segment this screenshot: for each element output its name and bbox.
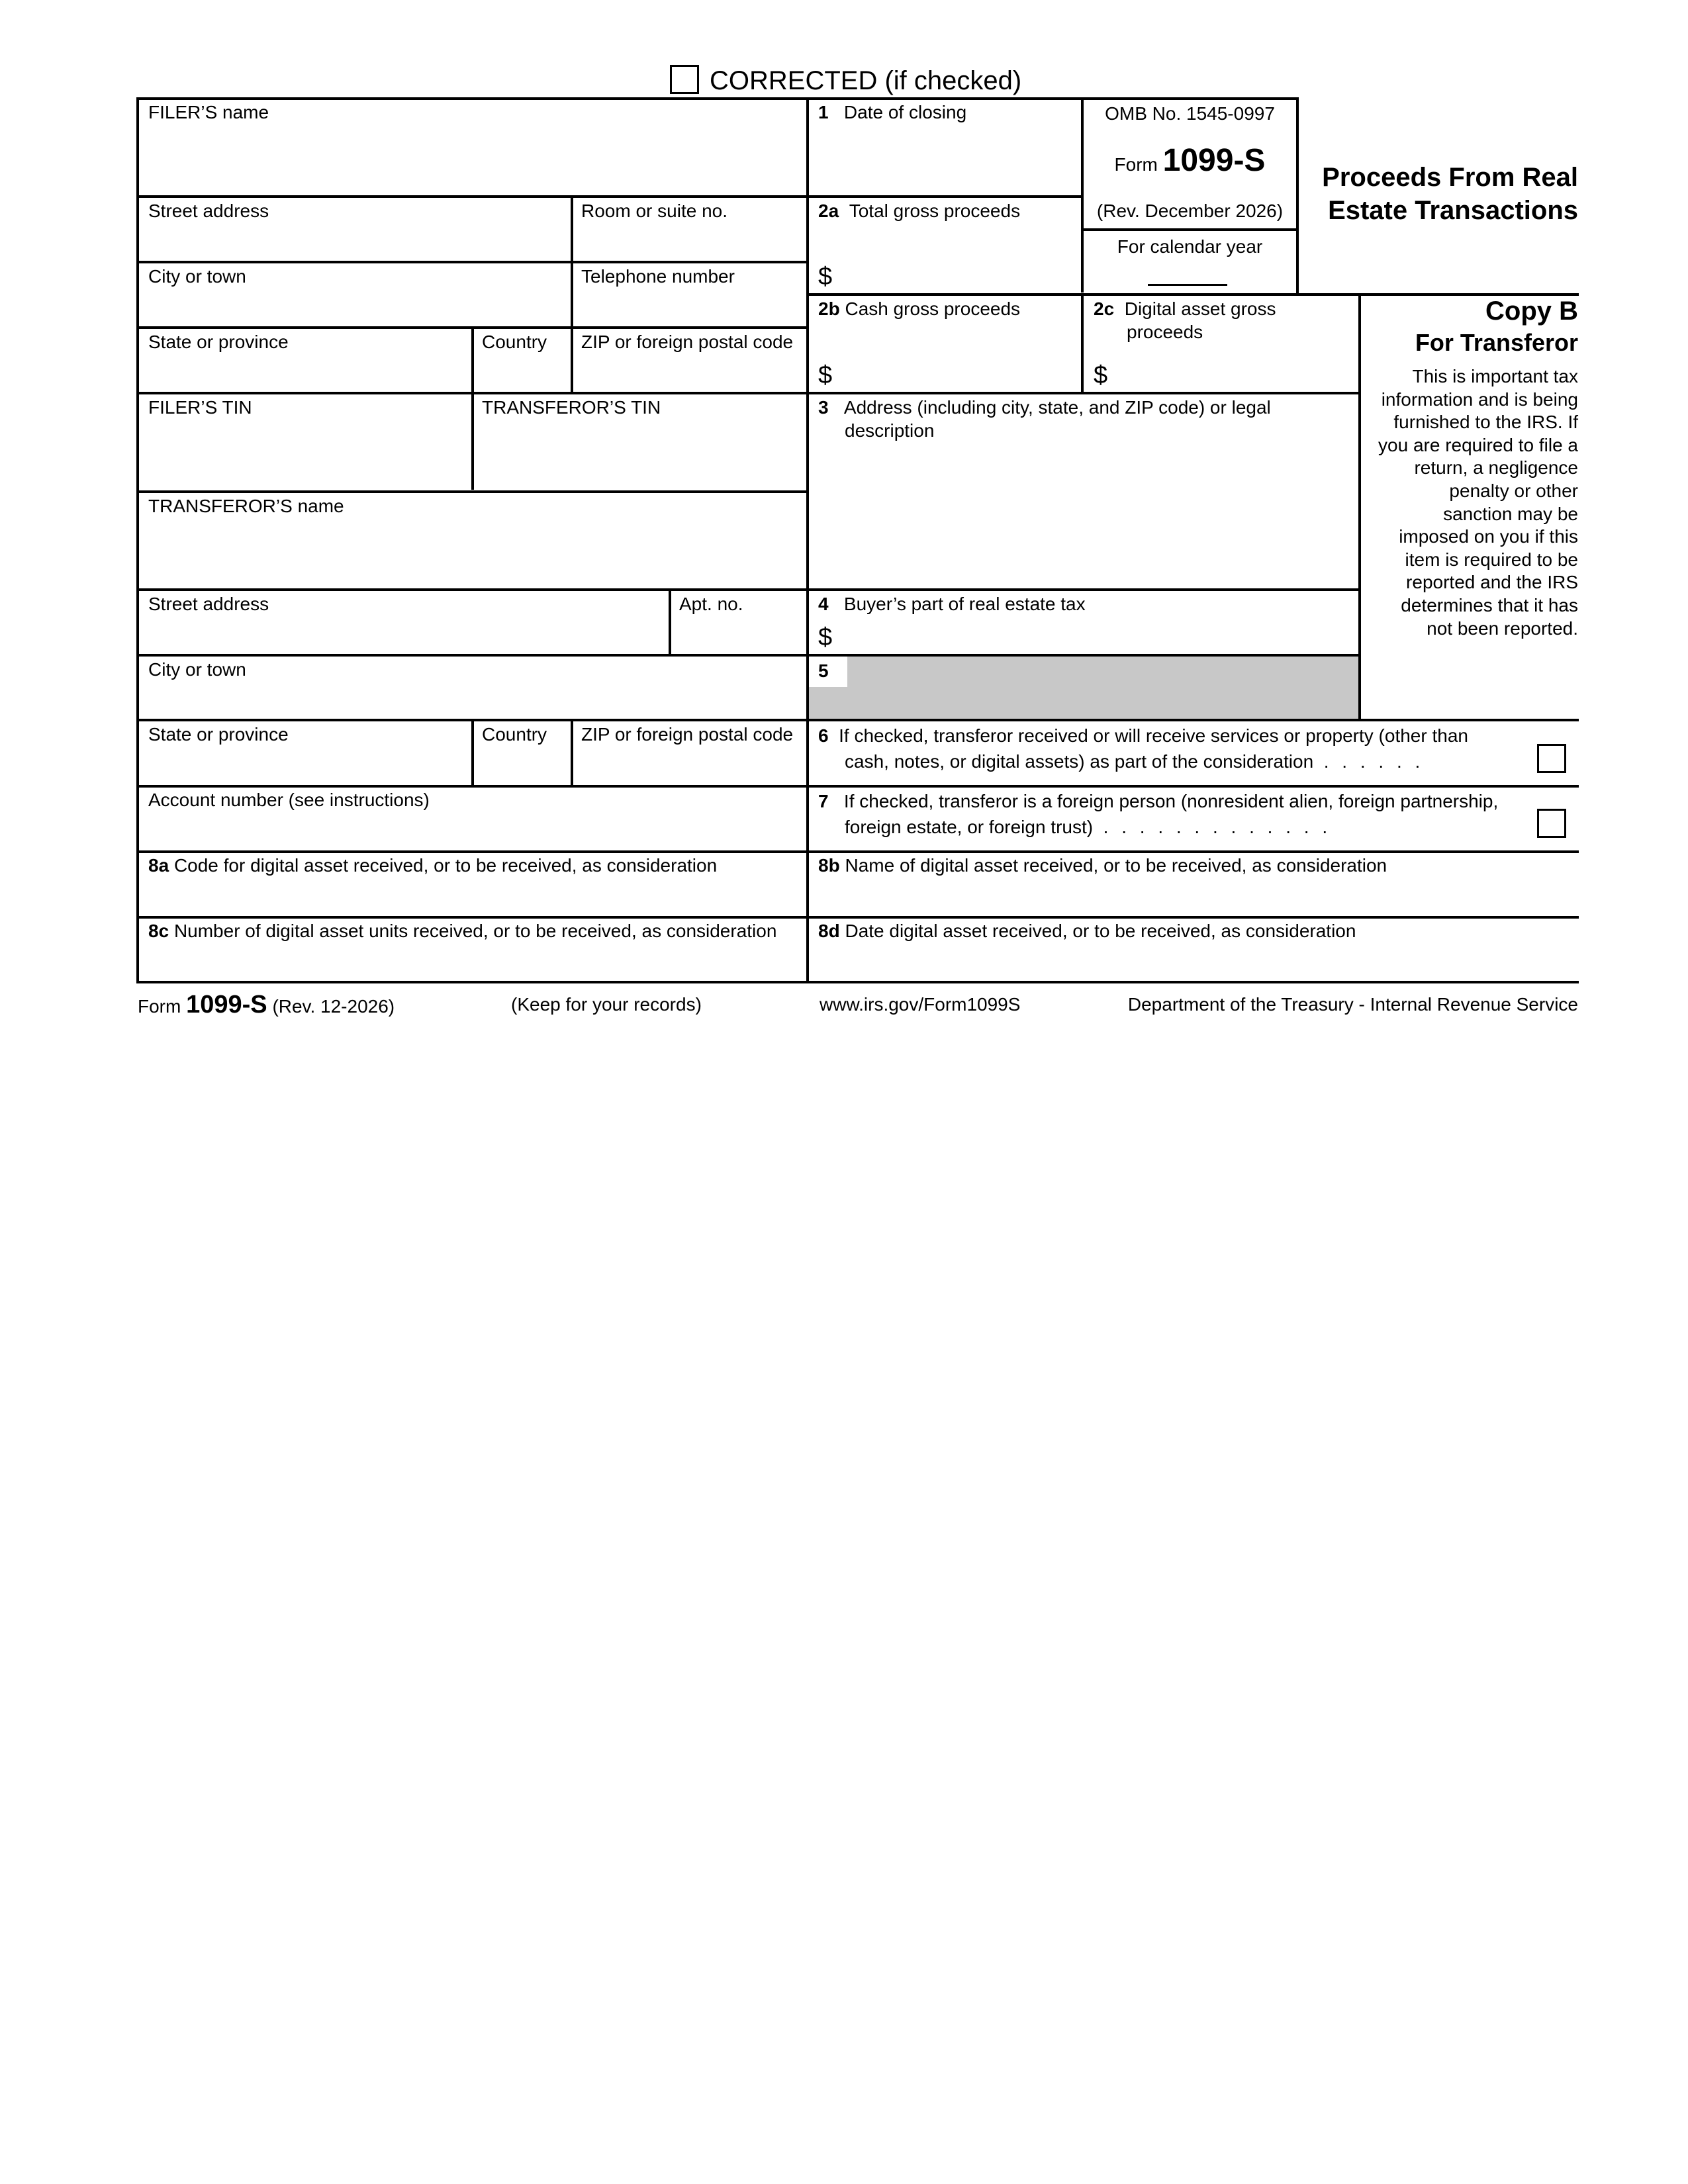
box7-checkbox[interactable] xyxy=(1537,809,1566,838)
copy-notice xyxy=(1353,365,1578,640)
copy-notice-line: return, a negligence xyxy=(1414,457,1578,478)
box1-label xyxy=(818,101,966,124)
box6-number: 6 xyxy=(818,725,829,746)
form-rev: (Rev. December 2026) xyxy=(1096,201,1284,221)
box7-text-1: If checked, transferor is a foreign person (nonresident alien, foreign partnership, xyxy=(843,791,1499,811)
box4-text: Buyer’s part of real estate tax xyxy=(843,594,1086,614)
calendar-year-line[interactable] xyxy=(1148,284,1227,286)
box3-text-1: Address (including city, state, and ZIP code) or legal xyxy=(843,397,1271,418)
box5-shaded-lower xyxy=(809,687,849,719)
rule-3 xyxy=(808,293,1579,296)
filer-tin-label: FILER’S TIN xyxy=(148,397,252,418)
box8d-text: Date digital asset received, or to be received, as consideration xyxy=(845,921,1356,941)
box8a-text: Code for digital asset received, or to be received, as consideration xyxy=(173,855,718,876)
filer-city-label: City or town xyxy=(148,266,246,287)
box3-label xyxy=(818,396,1271,419)
form-number: 1099-S xyxy=(1162,143,1266,178)
box7-text-2-row xyxy=(845,815,1331,839)
rule-bottom xyxy=(136,981,1579,983)
box7-label xyxy=(818,790,1498,813)
copy-notice-line: imposed on you if this xyxy=(1399,526,1578,547)
footer-form-prefix: Form xyxy=(138,996,181,1017)
footer-url: www.irs.gov/Form1099S xyxy=(820,994,1021,1015)
box2c-number: 2c xyxy=(1094,298,1115,319)
box2b-text: Cash gross proceeds xyxy=(845,298,1021,319)
transferor-tin-label: TRANSFEROR’S TIN xyxy=(482,397,661,418)
box7-leader: . . . . . . . . . . . . . xyxy=(1103,817,1332,837)
form-id xyxy=(1081,142,1299,183)
filer-zip-label: ZIP or foreign postal code xyxy=(581,332,794,352)
box1-text: Date of closing xyxy=(843,102,967,122)
filer-room-label: Room or suite no. xyxy=(581,201,727,221)
footer-form-id xyxy=(138,990,395,1021)
transferor-street-label: Street address xyxy=(148,594,269,614)
box8c-number: 8c xyxy=(148,921,169,941)
rule-5 xyxy=(136,490,809,493)
box2c-dollar: $ xyxy=(1094,361,1108,389)
rule-col-omb-right xyxy=(1296,97,1299,293)
box8a-label xyxy=(148,854,717,877)
box8d-label xyxy=(818,919,1356,942)
corrected-checkbox[interactable] xyxy=(670,65,699,94)
rule-center xyxy=(806,97,809,983)
rule-state1-country xyxy=(471,326,474,490)
box2a-label xyxy=(818,199,1020,222)
copy-notice-line: furnished to the IRS. If xyxy=(1393,412,1578,433)
box8b-text: Name of digital asset received, or to be received, as consideration xyxy=(845,855,1387,876)
filer-street-label: Street address xyxy=(148,201,269,221)
footer-dept: Department of the Treasury - Internal Revenue Service xyxy=(1127,994,1578,1015)
rule-10 xyxy=(136,850,1579,853)
rule-state2-zip xyxy=(571,719,573,785)
box2c-text-1: Digital asset gross xyxy=(1124,298,1276,319)
copy-notice-line: not been reported. xyxy=(1427,617,1578,639)
box3-text-2: description xyxy=(845,420,935,441)
rule-top-main xyxy=(136,97,1299,100)
box6-checkbox[interactable] xyxy=(1537,744,1566,773)
rule-form-rev xyxy=(1081,228,1299,231)
box4-label xyxy=(818,592,1086,615)
transferor-name-label: TRANSFEROR’S name xyxy=(148,496,344,516)
box8c-text: Number of digital asset units received, or to be received, as consideration xyxy=(173,921,777,941)
rule-left xyxy=(136,97,139,983)
rule-4 xyxy=(136,392,1361,394)
rule-apt xyxy=(669,588,671,655)
box3-number: 3 xyxy=(818,397,829,418)
box6-leader: . . . . . . xyxy=(1323,751,1425,772)
box4-dollar: $ xyxy=(818,623,833,651)
copy-notice-line: This is important tax xyxy=(1412,366,1578,387)
rule-state1-zip xyxy=(571,326,573,392)
transferor-country-label: Country xyxy=(482,724,547,745)
rule-state2-country xyxy=(471,719,474,785)
calendar-year-label: For calendar year xyxy=(1117,236,1263,257)
copy-notice-line: penalty or other xyxy=(1449,480,1578,501)
box8c-label xyxy=(148,919,776,942)
copy-notice-line: item is required to be xyxy=(1405,549,1578,570)
filer-country-label: Country xyxy=(482,332,547,352)
copy-notice-line: you are required to file a xyxy=(1378,434,1578,455)
form-title-line2: Estate Transactions xyxy=(1328,196,1578,225)
form-title-line1: Proceeds From Real xyxy=(1322,163,1578,192)
box5-shaded xyxy=(847,657,1358,719)
transferor-apt-label: Apt. no. xyxy=(679,594,743,614)
rule-col-omb xyxy=(1081,97,1084,293)
box1-number: 1 xyxy=(818,102,829,122)
copy-notice-line: information and is being xyxy=(1381,388,1578,410)
rule-8 xyxy=(136,719,1579,721)
box6-text-2: cash, notes, or digital assets) as part of the consideration xyxy=(845,751,1314,772)
form-prefix: Form xyxy=(1114,154,1158,175)
transferor-state-label: State or province xyxy=(148,724,289,745)
transferor-city-label: City or town xyxy=(148,659,246,680)
footer-form-number: 1099-S xyxy=(186,991,267,1019)
box8b-label xyxy=(818,854,1387,877)
box7-number: 7 xyxy=(818,791,829,811)
account-number-label: Account number (see instructions) xyxy=(148,790,430,810)
box2b-number: 2b xyxy=(818,298,840,319)
box2c-text-2: proceeds xyxy=(1127,322,1203,342)
rule-11 xyxy=(136,916,1579,919)
box4-number: 4 xyxy=(818,594,829,614)
rule-6 xyxy=(136,588,1361,591)
box8b-number: 8b xyxy=(818,855,840,876)
box2b-dollar: $ xyxy=(818,361,833,389)
box2a-dollar: $ xyxy=(818,263,833,291)
box7-text-2: foreign estate, or foreign trust) xyxy=(845,817,1094,837)
box6-label xyxy=(818,724,1468,747)
filer-phone-label: Telephone number xyxy=(581,266,735,287)
filer-state-label: State or province xyxy=(148,332,289,352)
copy-title: Copy B xyxy=(1485,296,1578,326)
box2b-label xyxy=(818,297,1020,320)
box2a-text: Total gross proceeds xyxy=(849,201,1021,221)
box8d-number: 8d xyxy=(818,921,840,941)
box2c-label xyxy=(1094,297,1276,320)
rule-9 xyxy=(136,785,1579,788)
box5-number: 5 xyxy=(818,660,829,681)
rule-2 xyxy=(136,261,809,263)
transferor-zip-label: ZIP or foreign postal code xyxy=(581,724,794,745)
omb-number: OMB No. 1545-0997 xyxy=(1105,103,1275,124)
footer-rev: (Rev. 12-2026) xyxy=(272,996,395,1017)
footer-keep: (Keep for your records) xyxy=(511,994,702,1015)
copy-notice-line: sanction may be xyxy=(1443,503,1578,524)
copy-notice-line: determines that it has xyxy=(1401,594,1578,615)
box6-text-1: If checked, transferor received or will receive services or property (other than xyxy=(839,725,1468,746)
box6-text-2-row xyxy=(845,750,1424,773)
copy-notice-line: reported and the IRS xyxy=(1406,572,1578,593)
filer-name-label: FILER’S name xyxy=(148,102,269,122)
corrected-label: CORRECTED (if checked) xyxy=(710,66,1022,95)
rule-2bc xyxy=(1081,293,1084,394)
box2a-number: 2a xyxy=(818,201,839,221)
rule-room xyxy=(571,195,573,326)
rule-1 xyxy=(136,195,1081,198)
copy-subtitle: For Transferor xyxy=(1415,329,1578,356)
box8a-number: 8a xyxy=(148,855,169,876)
